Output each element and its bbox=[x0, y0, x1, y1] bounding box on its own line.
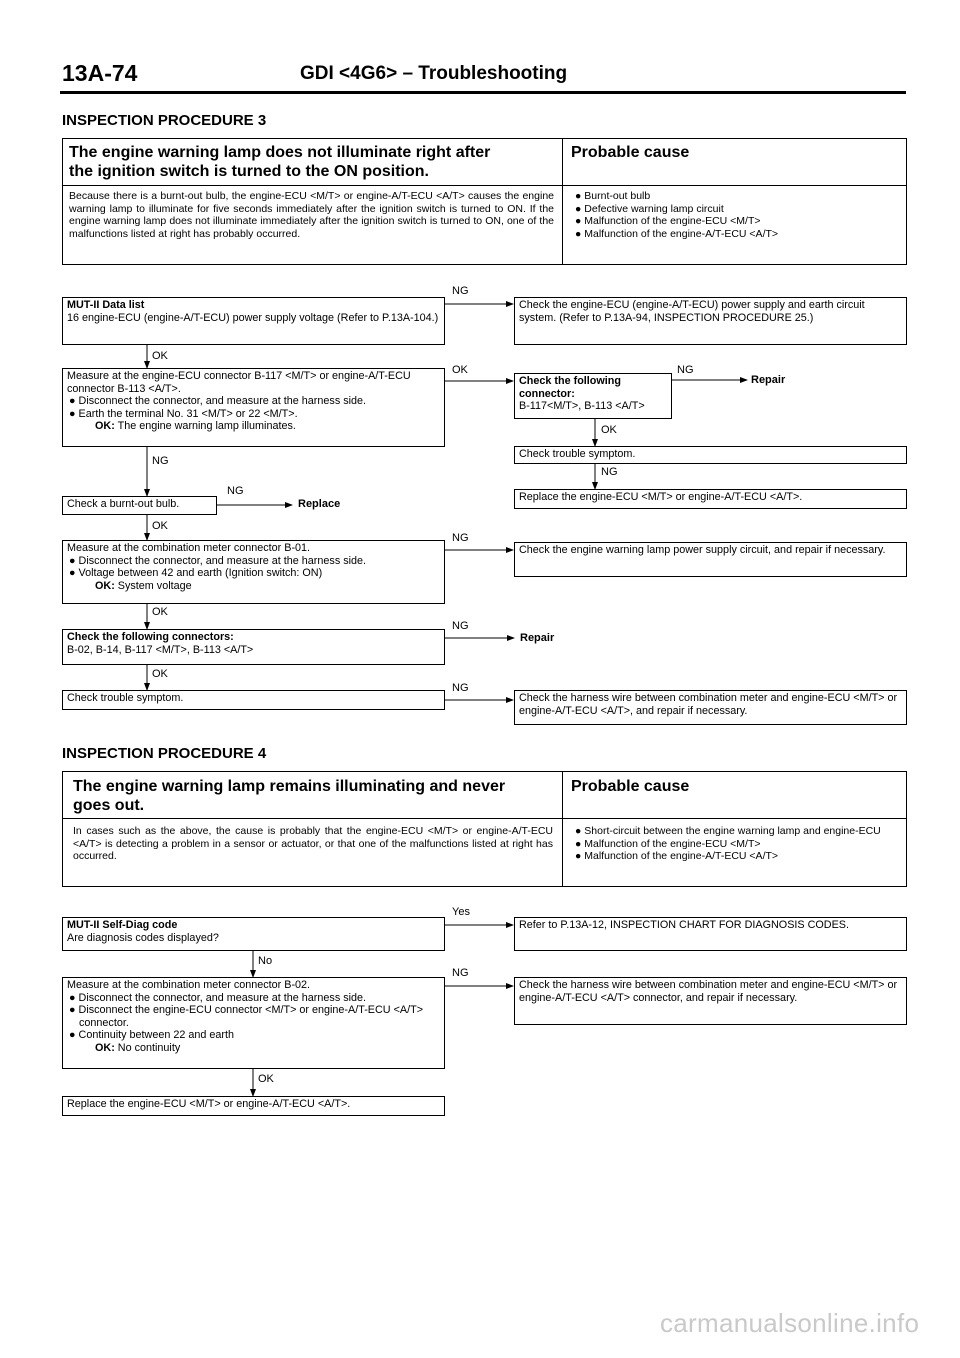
list-item: ● Malfunction of the engine-A/T-ECU <A/T> bbox=[575, 850, 779, 862]
list-item: ● Continuity between 22 and earth bbox=[69, 1029, 234, 1042]
p4-step1-yes-box bbox=[514, 917, 907, 951]
procedure4-cause-header: Probable cause bbox=[571, 778, 690, 795]
list-item: ● Disconnect the connector, and measure at the harness side. bbox=[69, 991, 367, 1004]
procedure4-description: In cases such as the above, the cause is probably that the engine-ECU <M/T> or engine-A/T-ECU <A/T> is detecting a problem in a sensor or actuator, or that one of the malfunctions listed at right has occurred. bbox=[73, 825, 553, 862]
ng-label: NG bbox=[227, 485, 244, 497]
list-item: ● Malfunction of the engine-ECU <M/T> bbox=[575, 215, 761, 227]
p4-step2-ng-box bbox=[514, 977, 907, 1025]
ok-label: OK bbox=[452, 364, 468, 376]
step-text: Refer to P.13A-12, INSPECTION CHART FOR DIAGNOSIS CODES. bbox=[519, 919, 849, 931]
list-item: ● Earth the terminal No. 31 <M/T> or 22 <M/T>. bbox=[69, 407, 298, 420]
p4-step3-box bbox=[62, 1096, 445, 1116]
procedure3-symptom-table bbox=[62, 138, 907, 265]
ok-criteria: OK: The engine warning lamp illuminates. bbox=[95, 420, 296, 433]
list-item: ● Burnt-out bulb bbox=[575, 190, 651, 202]
step-title: Check the following connector: bbox=[519, 375, 621, 400]
repair-label: Repair bbox=[751, 374, 786, 386]
list-item: ● Malfunction of the engine-A/T-ECU <A/T> bbox=[575, 227, 779, 240]
table-divider bbox=[63, 185, 906, 186]
step-text: Replace the engine-ECU <M/T> or engine-A/T-ECU <A/T>. bbox=[519, 491, 803, 503]
list-item: ● Disconnect the connector, and measure at the harness side. bbox=[69, 395, 367, 408]
procedure3-cause-header: Probable cause bbox=[571, 144, 690, 161]
step-text: Replace the engine-ECU <M/T> or engine-A/T-ECU <A/T>. bbox=[67, 1098, 351, 1110]
p4-step1-box bbox=[62, 917, 445, 951]
step-text: Check trouble symptom. bbox=[519, 448, 636, 460]
ok-criteria: OK: System voltage bbox=[95, 579, 192, 592]
ng-label: NG bbox=[452, 285, 469, 297]
ng-label: NG bbox=[152, 455, 169, 467]
ok-label: OK bbox=[258, 1073, 274, 1085]
page-number: 13A-74 bbox=[62, 60, 138, 86]
step-text: Measure at the combination meter connector B-02. bbox=[67, 979, 311, 991]
ok-label: OK bbox=[152, 350, 168, 362]
ng-label: NG bbox=[601, 466, 618, 478]
step-text: Check a burnt-out bulb. bbox=[67, 498, 180, 510]
p3-step1-box bbox=[62, 297, 445, 345]
ng-label: NG bbox=[452, 682, 469, 694]
procedure4-symptom bbox=[73, 777, 559, 815]
step-text: B-02, B-14, B-117 <M/T>, B-113 <A/T> bbox=[67, 643, 254, 656]
step-text: Check the harness wire between combination meter and engine-ECU <M/T> or engine-A/T-ECU <A/T> connector, and repair if necessary. bbox=[519, 979, 898, 1004]
step-title: MUT-II Data list bbox=[67, 299, 145, 311]
step-text: 16 engine-ECU (engine-A/T-ECU) power supply voltage (Refer to P.13A-104.) bbox=[67, 311, 439, 324]
list-item: ● Short-circuit between the engine warning lamp and engine-ECU bbox=[575, 825, 881, 837]
list-item: ● Malfunction of the engine-ECU <M/T> bbox=[575, 837, 761, 850]
list-item: ● Disconnect the connector, and measure at the harness side. bbox=[69, 554, 367, 567]
ok-label: OK bbox=[152, 668, 168, 680]
ng-label: NG bbox=[452, 532, 469, 544]
step-text: Check the engine-ECU (engine-A/T-ECU) power supply and earth circuit system. (Refer to P.13A-94, INSPECTION PROCEDURE 25.) bbox=[519, 299, 865, 324]
ok-label: OK bbox=[601, 424, 617, 436]
ok-label: OK bbox=[152, 520, 168, 532]
ng-label: NG bbox=[677, 364, 694, 376]
p3-check-trouble-box bbox=[514, 446, 907, 464]
table-divider bbox=[562, 772, 563, 886]
step-text: Measure at the engine-ECU connector B-117 <M/T> or engine-A/T-ECU connector B-113 <A/T>. bbox=[67, 370, 411, 395]
step-text: Check trouble symptom. bbox=[67, 692, 184, 704]
table-divider bbox=[63, 818, 906, 819]
p4-step2-box bbox=[62, 977, 445, 1069]
procedure4-cause-list bbox=[571, 825, 901, 863]
step-text: B-117<M/T>, B-113 <A/T> bbox=[519, 400, 645, 413]
ng-label: NG bbox=[452, 967, 469, 979]
list-item: ● Voltage between 42 and earth (Ignition switch: ON) bbox=[69, 567, 323, 580]
section-title: GDI <4G6> – Troubleshooting bbox=[300, 63, 568, 84]
list-item: ● Disconnect the engine-ECU connector <M/T> or engine-A/T-ECU <A/T> connector. bbox=[69, 1004, 423, 1029]
table-divider bbox=[562, 139, 563, 264]
p3-step6-ng-box bbox=[514, 690, 907, 725]
symptom-line: goes out. bbox=[73, 797, 145, 814]
symptom-line: the ignition switch is turned to the ON position. bbox=[69, 163, 429, 180]
no-label: No bbox=[258, 955, 273, 967]
ok-criteria: OK: No continuity bbox=[95, 1041, 181, 1054]
yes-label: Yes bbox=[452, 906, 470, 918]
p3-step4-ng-box bbox=[514, 542, 907, 577]
step-text: Check the engine warning lamp power supply circuit, and repair if necessary. bbox=[519, 544, 886, 556]
procedure3-cause-list bbox=[571, 190, 901, 240]
procedure3-title: INSPECTION PROCEDURE 3 bbox=[62, 112, 267, 129]
step-text: Are diagnosis codes displayed? bbox=[67, 931, 219, 944]
watermark: carmanualsonline.info bbox=[660, 1308, 920, 1338]
step-text: Check the harness wire between combination meter and engine-ECU <M/T> or engine-A/T-ECU <A/T>, and repair if necessary. bbox=[519, 692, 898, 717]
p3-step2-box bbox=[62, 368, 445, 447]
p3-step6-box bbox=[62, 690, 445, 710]
procedure4-symptom-table bbox=[62, 771, 907, 887]
step-text: Measure at the combination meter connector B-01. bbox=[67, 542, 311, 554]
p3-step3-box bbox=[62, 496, 217, 515]
symptom-line: The engine warning lamp remains illuminating and never bbox=[73, 778, 506, 795]
replace-label: Replace bbox=[298, 498, 341, 510]
procedure3-description: Because there is a burnt-out bulb, the engine-ECU <M/T> or engine-A/T-ECU <A/T> causes the engine warning lamp to illuminate for five seconds immediately after the ignition switch is turned to ON. If the engine warning lamp does not illuminate immediately after the ignition switch is turned to ON, one of the malfunctions listed at right has probably occurred. bbox=[69, 190, 554, 240]
step-title: MUT-II Self-Diag code bbox=[67, 919, 178, 931]
symptom-line: The engine warning lamp does not illuminate right after bbox=[69, 144, 491, 161]
p3-step1-ng-box bbox=[514, 297, 907, 345]
p3-step4-box bbox=[62, 540, 445, 604]
repair-label: Repair bbox=[520, 632, 555, 644]
p3-replace-ecu-box bbox=[514, 489, 907, 509]
step-title: Check the following connectors: bbox=[67, 631, 234, 643]
list-item: ● Defective warning lamp circuit bbox=[575, 202, 724, 215]
p3-connector-box bbox=[514, 373, 672, 419]
p3-step5-box bbox=[62, 629, 445, 665]
ok-label: OK bbox=[152, 606, 168, 618]
ng-label: NG bbox=[452, 620, 469, 632]
procedure3-symptom bbox=[69, 143, 559, 181]
procedure4-title: INSPECTION PROCEDURE 4 bbox=[62, 745, 267, 762]
